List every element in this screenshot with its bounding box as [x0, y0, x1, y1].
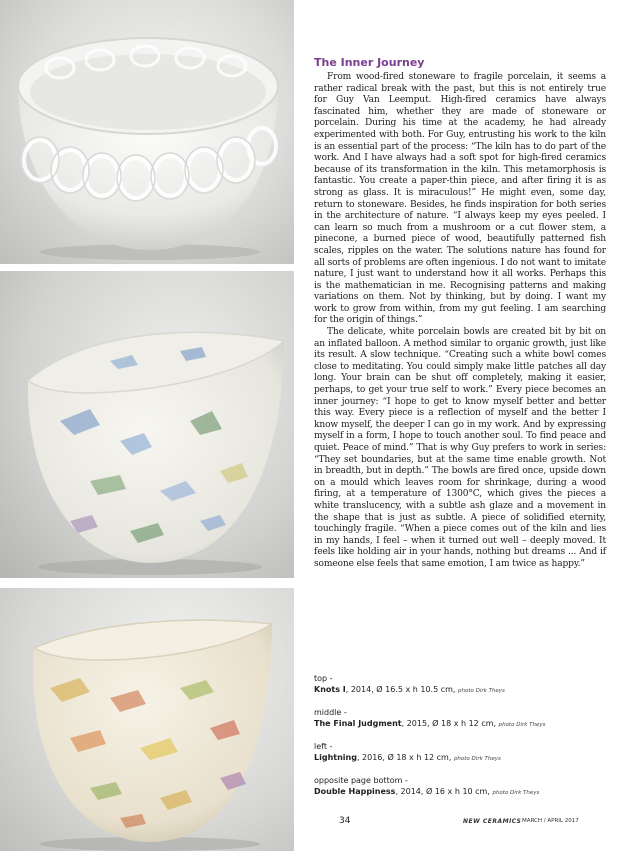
page-number: 34 [339, 816, 351, 826]
caption-position: opposite page bottom - [314, 776, 408, 785]
page-footer [0, 816, 624, 830]
caption-credit: photo Dirk Theys [458, 688, 505, 694]
caption-left [314, 742, 606, 765]
caption-title: Lightning [314, 753, 357, 762]
caption-credit: photo Dirk Theys [498, 722, 546, 728]
magazine-name: NEW CERAMICS [463, 818, 522, 825]
caption-credit: photo Dirk Theys [453, 756, 501, 762]
photo-lightning-bowl [0, 588, 294, 851]
caption-line [314, 786, 606, 799]
caption-opposite-page-bottom [314, 776, 606, 799]
caption-position: middle - [314, 708, 347, 717]
article-heading: The Inner Journey [314, 56, 425, 69]
porcelain-bowl-blue-green-patches-image [0, 271, 294, 578]
photo-knots-bowl [0, 0, 294, 264]
caption-top [314, 674, 606, 697]
caption-title: Double Happiness [314, 787, 396, 796]
article [314, 56, 606, 571]
caption-details: , 2014, Ø 16.5 x h 10.5 cm, [345, 685, 458, 694]
caption-line [314, 718, 606, 731]
caption-details: , 2016, Ø 18 x h 12 cm, [356, 753, 454, 762]
caption-line [314, 684, 606, 697]
article-paragraph-2: The delicate, white porcelain bowls are created bit by bit on an inflated balloon. A method similar to organic growth, just like its result. A slow technique. “Creating such a white bowl comes close to meditating. You could simply make little patches all day long. Your brain can be shut off completely, making it easier, perhaps, to get your true self to work.” Every piece becomes an inner journey: “I hope to get to know myself better and better this way. Every piece is a reflection of myself and the better I know myself, the deeper I can go in my work. And by expressing myself in a form, I hope to touch another soul. To find peace and quiet. Peace of mind.” That is why Guy prefers to work in series: “They set boundaries, but at the same time enable growth. Not in breadth, but in depth.” The bowls are fired once, upside down on a mould which leaves room for shrinkage, during a wood firing, at a temperature of 1300°C, which gives the pieces a white translucency, with a subtle ash glaze and a movement in the shape that is just as subtle. A piece of solidified eternity, touchingly fragile. “When a piece comes out of the kiln and lies in my hands, I feel – when it turned out well – deeply moved. It feels like holding air in your hands, nothing but dreams ... And if someone else feels that same emotion, I am twice as happy.” [314, 327, 606, 569]
image-captions [314, 674, 606, 810]
caption-details: , 2014, Ø 16 x h 10 cm, [395, 787, 493, 796]
photo-final-judgment-bowl [0, 271, 294, 578]
caption-position: top - [314, 674, 333, 683]
caption-credit: photo Dirk Theys [492, 790, 540, 796]
caption-position: left - [314, 742, 333, 751]
caption-details: , 2015, Ø 18 x h 12 cm, [401, 719, 499, 728]
caption-middle [314, 708, 606, 731]
porcelain-bowl-yellow-red-patches-image [0, 588, 294, 851]
issue-date: MARCH / APRIL 2017 [522, 818, 579, 824]
caption-line [314, 752, 606, 765]
white-porcelain-bowl-knots-image [0, 0, 294, 264]
caption-title: Knots I [314, 685, 346, 694]
caption-title: The Final Judgment [314, 719, 402, 728]
article-paragraph-1: From wood-fired stoneware to fragile porcelain, it seems a rather radical break with the past, but this is not entirely true for Guy Van Leemput. High-fired ceramics have always fascinated him, whether they are made of stoneware or porcelain. During his time at the academy, he had already experimented with both. For Guy, entrusting his work to the kiln is an essential part of the process: “The kiln has to do part of the work. And I have always had a soft spot for high-fired ceramics because of its transformation in the kiln. This metamorphosis is fantastic. You create a paper-thin piece, and after firing it is as strong as glass. It is miraculous!” He might even, some day, return to stoneware. Besides, he finds inspiration for both series in the architecture of nature. “I always keep my eyes peeled. I can learn so much from a mushroom or a cut flower stem, a pinecone, a burned piece of wood, beautifully patterned fish scales, ripples on the water. The solutions nature has found for all sorts of problems are often ingenious. I do not want to imitate nature, I just want to understand how it all works. Perhaps this is the mathematician in me. Recognising patterns and making variations on them. Not by thinking, but by doing. I want my work to grow from within, from my gut feeling. I am searching for the origin of things.” [314, 72, 606, 326]
